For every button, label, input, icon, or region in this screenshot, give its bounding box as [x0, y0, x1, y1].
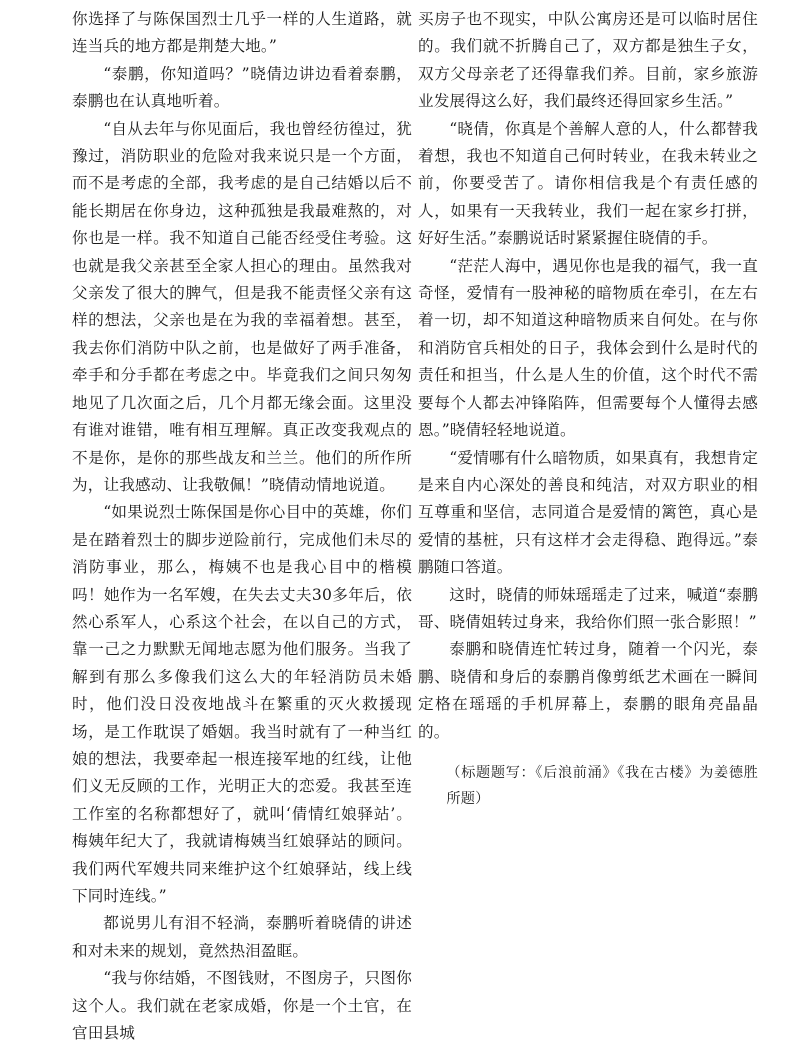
paragraph: 这时，晓倩的师妹瑶瑶走了过来，喊道“泰鹏哥、晓倩姐转过身来，我给你们照一张合影照！” — [418, 585, 758, 631]
paragraph: “我与你结婚，不图钱财，不图房子，只图你这个人。我们就在老家成婚，你是一个土官，在官田县城 — [72, 969, 412, 1043]
paragraph: “如果说烈士陈保国是你心目中的英雄，你们是在踏着烈士的脚步逆险前行，完成他们未尽的消防事业，那么，梅姨不也是我心目中的楷模吗！她作为一名军嫂，在失去丈夫30多年后，依然心系军人，心系这个社会，在以自己的方式，靠一己之力默默无闻地志愿为他们服务。当我了解到有那么多像我们这么大的年轻消防员未婚时，他们没日没夜地战斗在繁重的灭火救援现场，是工作耽误了婚姻。我当时就有了一种当红娘的想法，我要牵起一根连接军地的红线，让他们义无反顾的工作，光明正大的恋爱。我甚至连工作室的名称都想好了，就叫‘倩情红娘驿站’。梅姨年纪大了，我就请梅姨当红娘驿站的顾问。我们两代军嫂共同来维护这个红娘驿站，线上线下同时连线。” — [72, 503, 412, 905]
title-calligraphy-credit: （标题题写：《后浪前涌》《我在古楼》为姜德胜所题） — [446, 764, 758, 807]
paragraph: “茫茫人海中，遇见你也是我的福气，我一直奇怪，爱情有一股神秘的暗物质在牵引，在左右着一切，却不知道这种暗物质来自何处。在与你和消防官兵相处的日子，我体会到什么是时代的责任和担当，什么是人生的价值，这个时代不需要每个人都去冲锋陷阵，但需要每个人懂得去感恩。”晓倩轻轻地说道。 — [418, 256, 758, 440]
paragraph: “泰鹏，你知道吗？”晓倩边讲边看着泰鹏，泰鹏也在认真地听着。 — [72, 64, 412, 111]
paragraph: “爱情哪有什么暗物质，如果真有，我想肯定是来自内心深处的善良和纯洁，对双方职业的相互尊重和坚信，志同道合是爱情的篱笆，真心是爱情的基桩，只有这样才会走得稳、跑得远。”泰鹏随口答道。 — [418, 448, 758, 577]
paragraph: 泰鹏和晓倩连忙转过身，随着一个闪光，泰鹏、晓倩和身后的泰鹏肖像剪纸艺术画在一瞬间定格在瑶瑶的手机屏幕上，泰鹏的眼角亮晶晶的。 — [418, 640, 758, 741]
paragraph: “自从去年与你见面后，我也曾经彷徨过，犹豫过，消防职业的危险对我来说只是一个方面，而不是考虑的全部，我考虑的是自己结婚以后不能长期居在你身边，这种孤独是我最难熬的，对你也是一样。我不知道自己能否经受住考验。这也就是我父亲甚至全家人担心的理由。虽然我对父亲发了很大的脾气，但是我不能责怪父亲有这样的想法，父亲也是在为我的幸福着想。甚至，我去你们消防中队之前，也是做好了两手准备，牵手和分手都在考虑之中。毕竟我们之间只匆匆地见了几次面之后，几个月都无缘会面。这里没有谁对谁错，唯有相互理解。真正改变我观点的不是你，是你的那些战友和兰兰。他们的所作所为，让我感动、让我敬佩！”晓倩动情地说道。 — [72, 119, 412, 494]
paragraph: 买房子也不现实，中队公寓房还是可以临时居住的。我们就不折腾自己了，双方都是独生子女，双方父母亲老了还得靠我们养。目前，家乡旅游业发展得这么好，我们最终还得回家乡生活。” — [418, 10, 758, 111]
paragraph: 你选择了与陈保国烈士几乎一样的人生道路，就连当兵的地方都是荆楚大地。” — [72, 10, 412, 56]
paragraph: “晓倩，你真是个善解人意的人，什么都替我着想，我也不知道自己何时转业，在我未转业之前，你要受苦了。请你相信我是个有责任感的人，如果有一天我转业，我们一起在家乡打拼，好好生活。”泰鹏说话时紧紧握住晓倩的手。 — [418, 119, 758, 248]
paragraph: 都说男儿有泪不轻淌，泰鹏听着晓倩的讲述和对未来的规划，竟然热泪盈眶。 — [72, 914, 412, 960]
left-text-column — [72, 6, 412, 1047]
right-text-column — [418, 6, 758, 812]
